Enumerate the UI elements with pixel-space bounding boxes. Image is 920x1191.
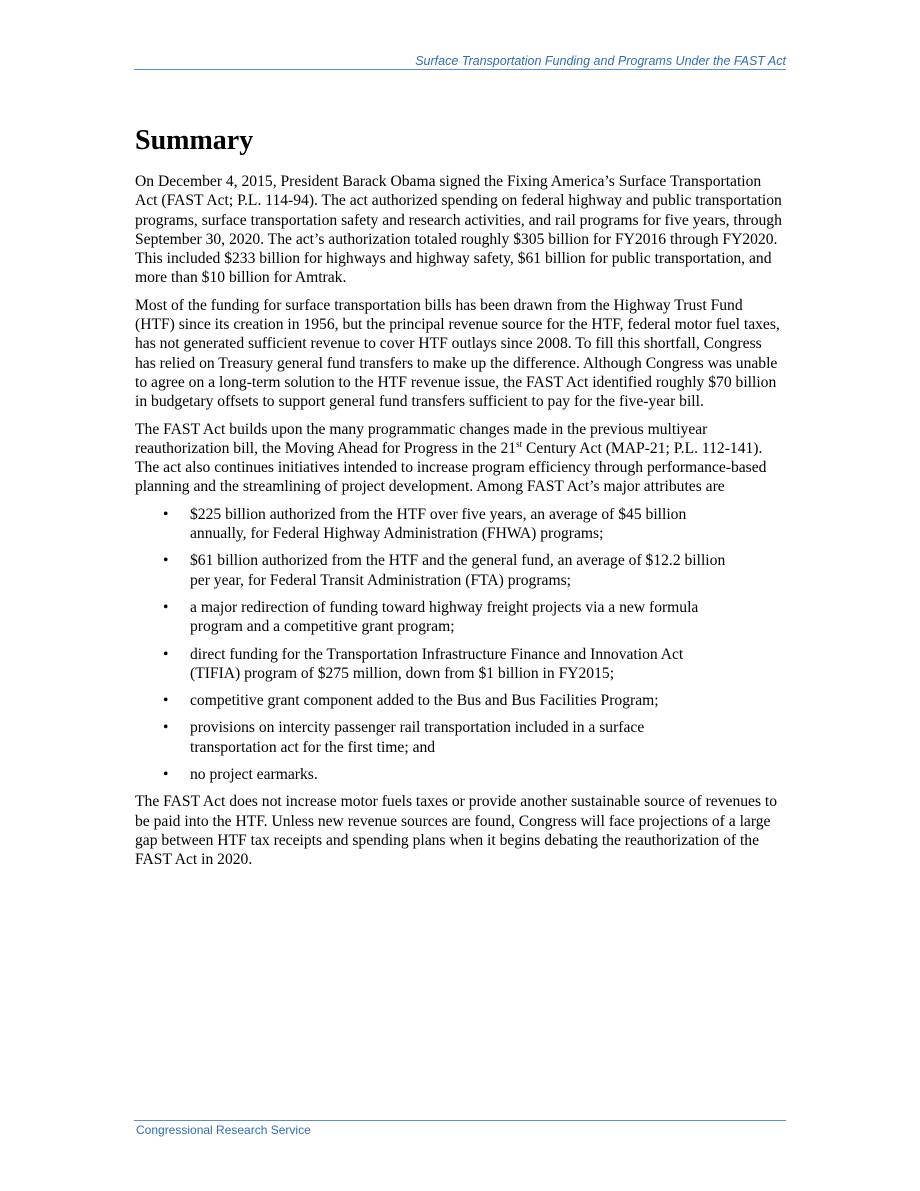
- list-item-text: provisions on intercity passenger rail transportation included in a surface transportation act for the first time; and: [190, 719, 645, 756]
- list-item: [135, 718, 730, 757]
- list-item-text: competitive grant component added to the Bus and Bus Facilities Program;: [190, 692, 659, 710]
- footer-publisher: Congressional Research Service: [136, 1123, 311, 1137]
- list-item-text: direct funding for the Transportation Infrastructure Finance and Innovation Act (TIFIA) program of $275 million, down from $1 billion in FY2015;: [190, 645, 684, 682]
- bullet-icon: •: [163, 645, 169, 663]
- list-item-text: no project earmarks.: [190, 766, 318, 784]
- paragraph-3-text-a: The FAST Act builds upon the many programmatic changes made in the previous multiyear reauthorization bill, the Moving Ahead for Progress in the 21: [135, 420, 708, 457]
- bullet-icon: •: [163, 505, 169, 523]
- summary-paragraph-2: Most of the funding for surface transportation bills has been drawn from the Highway Trust Fund (HTF) since its creation in 1956, but the principal revenue source for the HTF, federal motor fuel taxes, has not generated sufficient revenue to cover HTF outlays since 2008. To fill this shortfall, Congress has relied on Treasury general fund transfers to make up the difference. Although Congress was unable to agree on a long-term solution to the HTF revenue issue, the FAST Act identified roughly $70 billion in budgetary offsets to support general fund transfers sufficient to pay for the five-year bill.: [135, 296, 780, 411]
- bullet-icon: •: [163, 598, 169, 616]
- bullet-icon: •: [163, 552, 169, 570]
- summary-paragraph-1: On December 4, 2015, President Barack Obama signed the Fixing America’s Surface Transportation Act (FAST Act; P.L. 114-94). The act authorized spending on federal highway and public transportation programs, surface transportation safety and research activities, and rail programs for five years, through September 30, 2020. The act’s authorization totaled roughly $305 billion for FY2016 through FY2020. This included $233 billion for highways and highway safety, $61 billion for public transportation, and more than $10 billion for Amtrak.: [135, 173, 782, 287]
- paragraph-3-text-b: Century Act (MAP-21; P.L. 112-141). The act also continues initiatives intended to increase program efficiency through performance-based planning and the streamlining of project development. Among FAST Act’s major attributes are: [135, 439, 767, 496]
- attributes-list: [135, 505, 785, 785]
- summary-paragraph-4: The FAST Act does not increase motor fuels taxes or provide another sustainable source of revenues to be paid into the HTF. Unless new revenue sources are found, Congress will face projections of a large gap between HTF tax receipts and spending plans when it begins debating the reauthorization of the FAST Act in 2020.: [135, 793, 778, 869]
- list-item: [135, 765, 730, 784]
- page-title: Summary: [135, 125, 254, 156]
- list-item: [135, 505, 730, 544]
- running-header-title: Surface Transportation Funding and Programs Under the FAST Act: [415, 54, 786, 68]
- list-item: [135, 691, 730, 710]
- footer-rule: [134, 1120, 786, 1121]
- bullet-icon: •: [163, 719, 169, 737]
- bullet-icon: •: [163, 692, 169, 710]
- summary-paragraph-3: [135, 420, 785, 497]
- list-item-text: $225 billion authorized from the HTF over five years, an average of $45 billion annually, for Federal Highway Administration (FHWA) programs;: [190, 505, 687, 543]
- ordinal-superscript: st: [516, 438, 523, 449]
- list-item: [135, 645, 730, 684]
- summary-section: [135, 122, 785, 878]
- list-item: [135, 598, 730, 637]
- bullet-icon: •: [163, 766, 169, 784]
- header-rule: [134, 69, 786, 70]
- list-item-text: $61 billion authorized from the HTF and the general fund, an average of $12.2 billion per year, for Federal Transit Administration (FTA) programs;: [190, 552, 726, 589]
- list-item: [135, 551, 730, 590]
- list-item-text: a major redirection of funding toward highway freight projects via a new formula program and a competitive grant program;: [190, 598, 699, 636]
